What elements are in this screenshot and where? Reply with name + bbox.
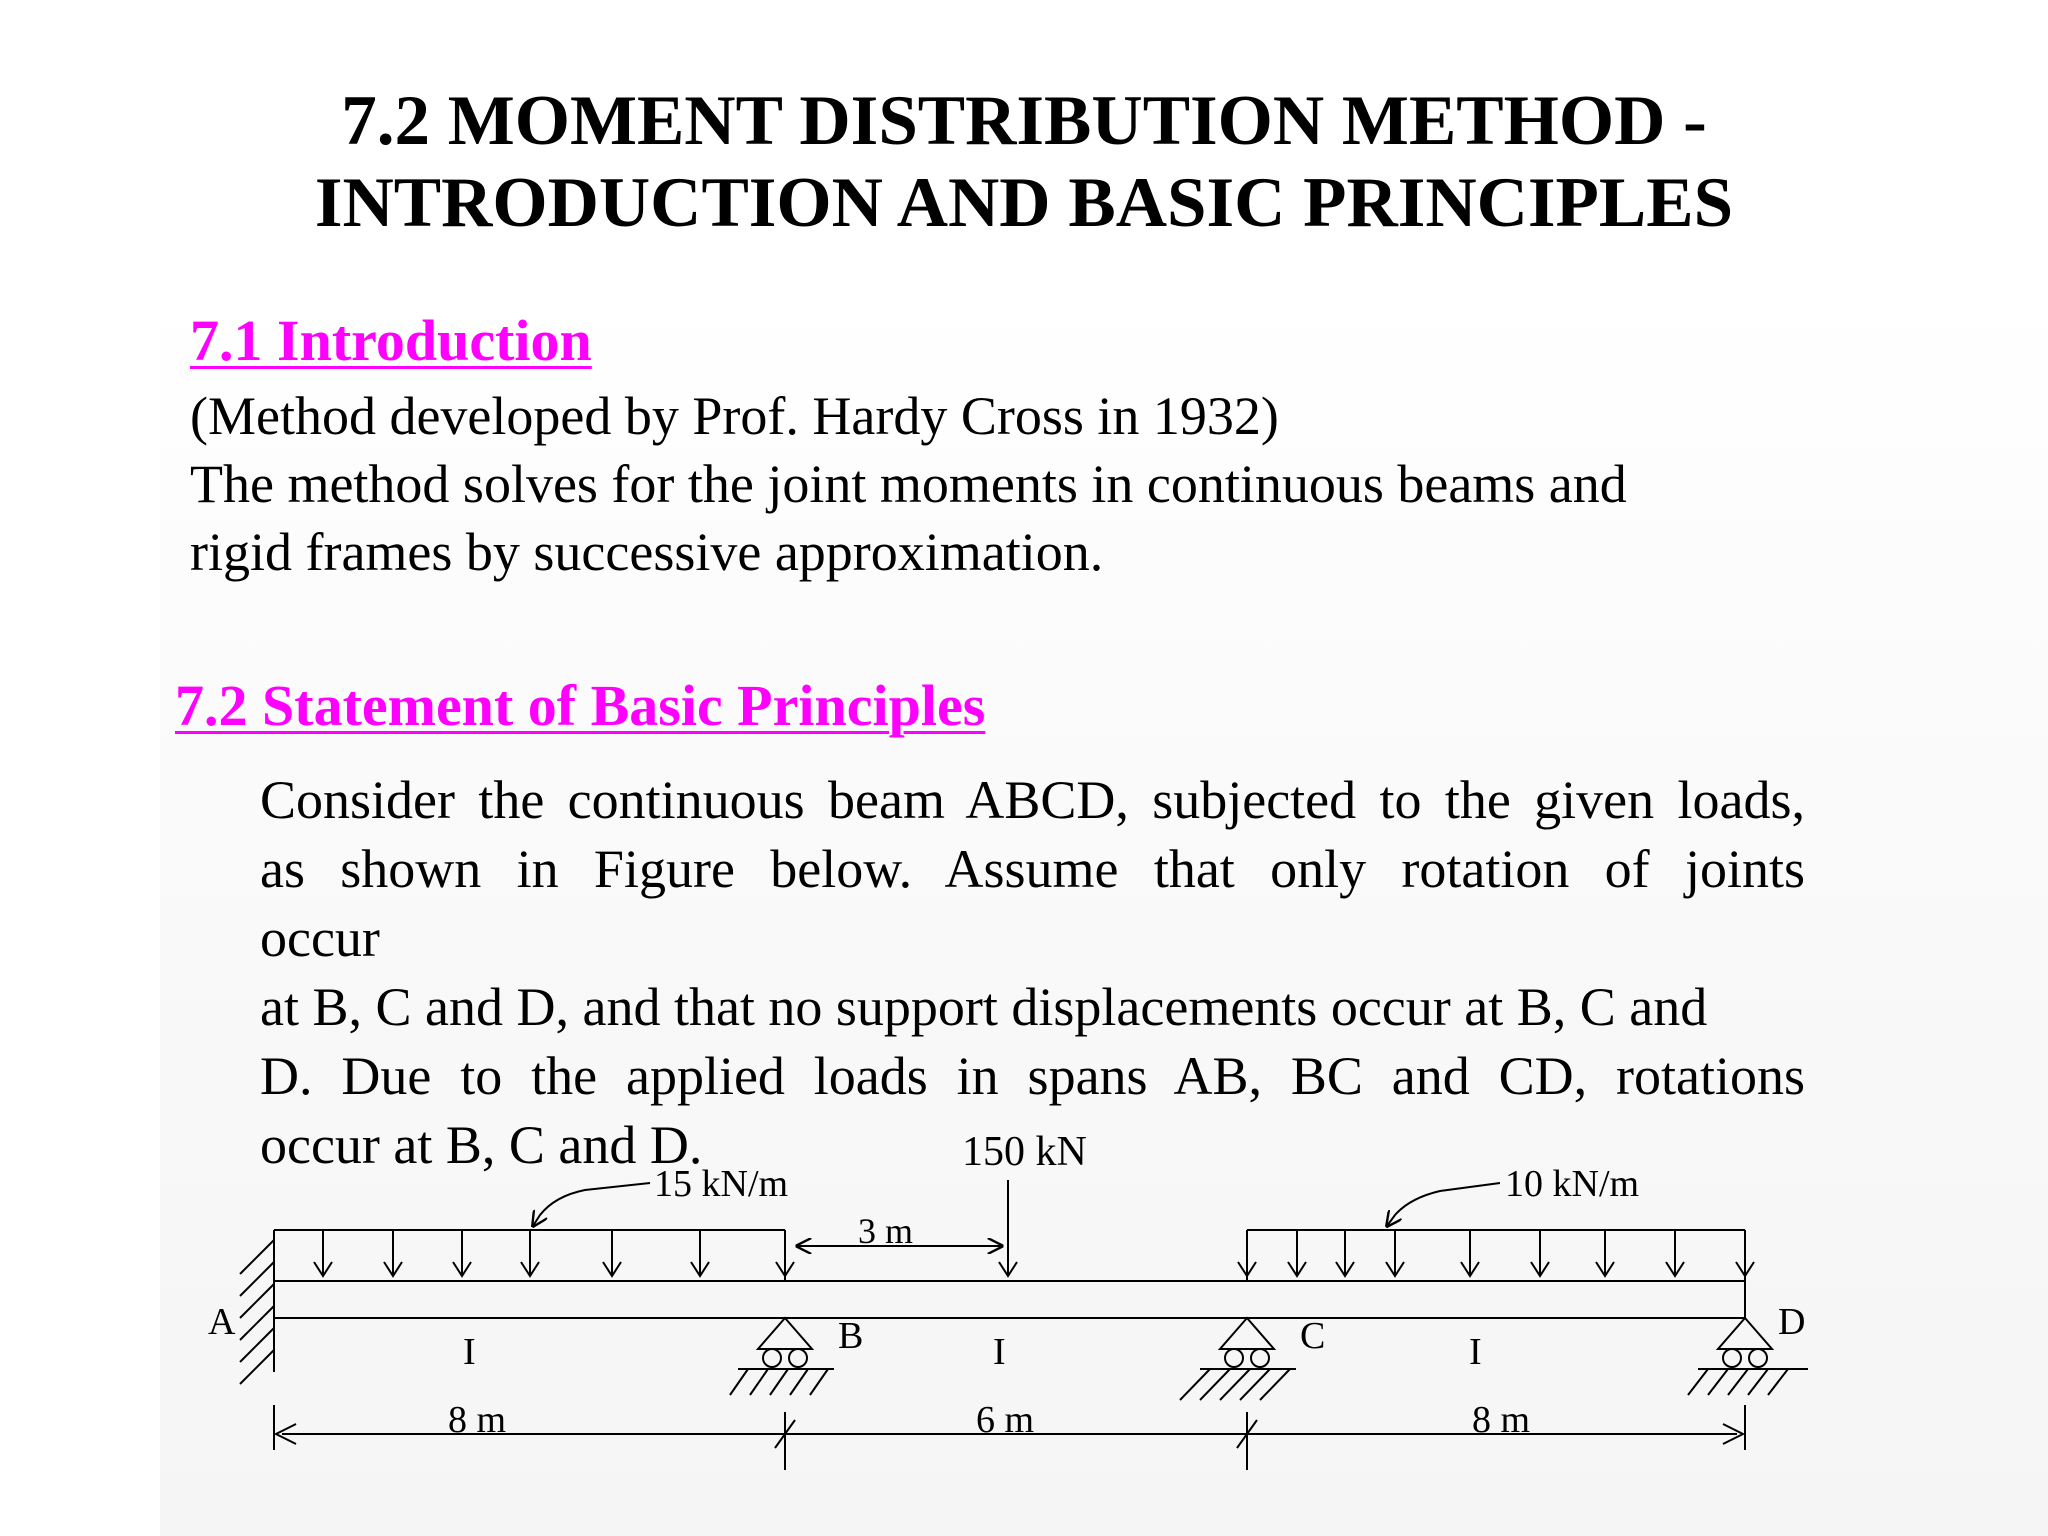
node-label-c: C	[1300, 1315, 1326, 1357]
udl-left-label: 15 kN/m	[654, 1163, 789, 1205]
title-line-2: INTRODUCTION AND BASIC PRINCIPLES	[314, 164, 1734, 242]
intro-line-2: The method solves for the joint moments in continuous beams and	[190, 454, 1627, 514]
span-label-cd: 8 m	[1472, 1399, 1531, 1441]
span-label-bc: 6 m	[976, 1399, 1035, 1441]
inertia-label-bc: I	[993, 1331, 1006, 1373]
beam-abcd	[274, 1281, 1745, 1318]
title-line-1: 7.2 MOMENT DISTRIBUTION METHOD -	[341, 82, 1707, 160]
fixed-support-a	[240, 1232, 274, 1384]
roller-support-c	[1180, 1318, 1296, 1400]
roller-support-b	[730, 1318, 834, 1395]
intro-line-1: (Method developed by Prof. Hardy Cross in 1932)	[190, 386, 1279, 446]
paragraph-line: occur	[260, 908, 380, 968]
node-label-b: B	[838, 1315, 864, 1357]
intro-line-3: rigid frames by successive approximation.	[190, 522, 1104, 582]
span-label-ab: 8 m	[448, 1399, 507, 1441]
section-heading-principles: 7.2 Statement of Basic Principles	[175, 673, 986, 738]
section-heading-introduction: 7.1 Introduction	[190, 308, 592, 373]
udl-right-load	[1238, 1183, 1754, 1281]
paragraph-line: as shown in Figure below. Assume that only rotation of joints	[260, 839, 1805, 899]
inertia-label-cd: I	[1469, 1331, 1482, 1373]
point-load-label: 150 kN	[962, 1129, 1087, 1175]
paragraph-line: Consider the continuous beam ABCD, subjected to the given loads,	[260, 770, 1805, 830]
paragraph-line: D. Due to the applied loads in spans AB, BC and CD, rotations	[260, 1046, 1805, 1106]
paragraph-line: occur at B, C and D.	[260, 1115, 703, 1175]
udl-right-label: 10 kN/m	[1505, 1163, 1640, 1205]
node-label-d: D	[1778, 1301, 1806, 1343]
point-load-offset-label: 3 m	[858, 1211, 914, 1251]
paragraph-line: at B, C and D, and that no support displacements occur at B, C and	[260, 977, 1708, 1037]
node-label-a: A	[208, 1301, 236, 1343]
inertia-label-ab: I	[463, 1331, 476, 1373]
